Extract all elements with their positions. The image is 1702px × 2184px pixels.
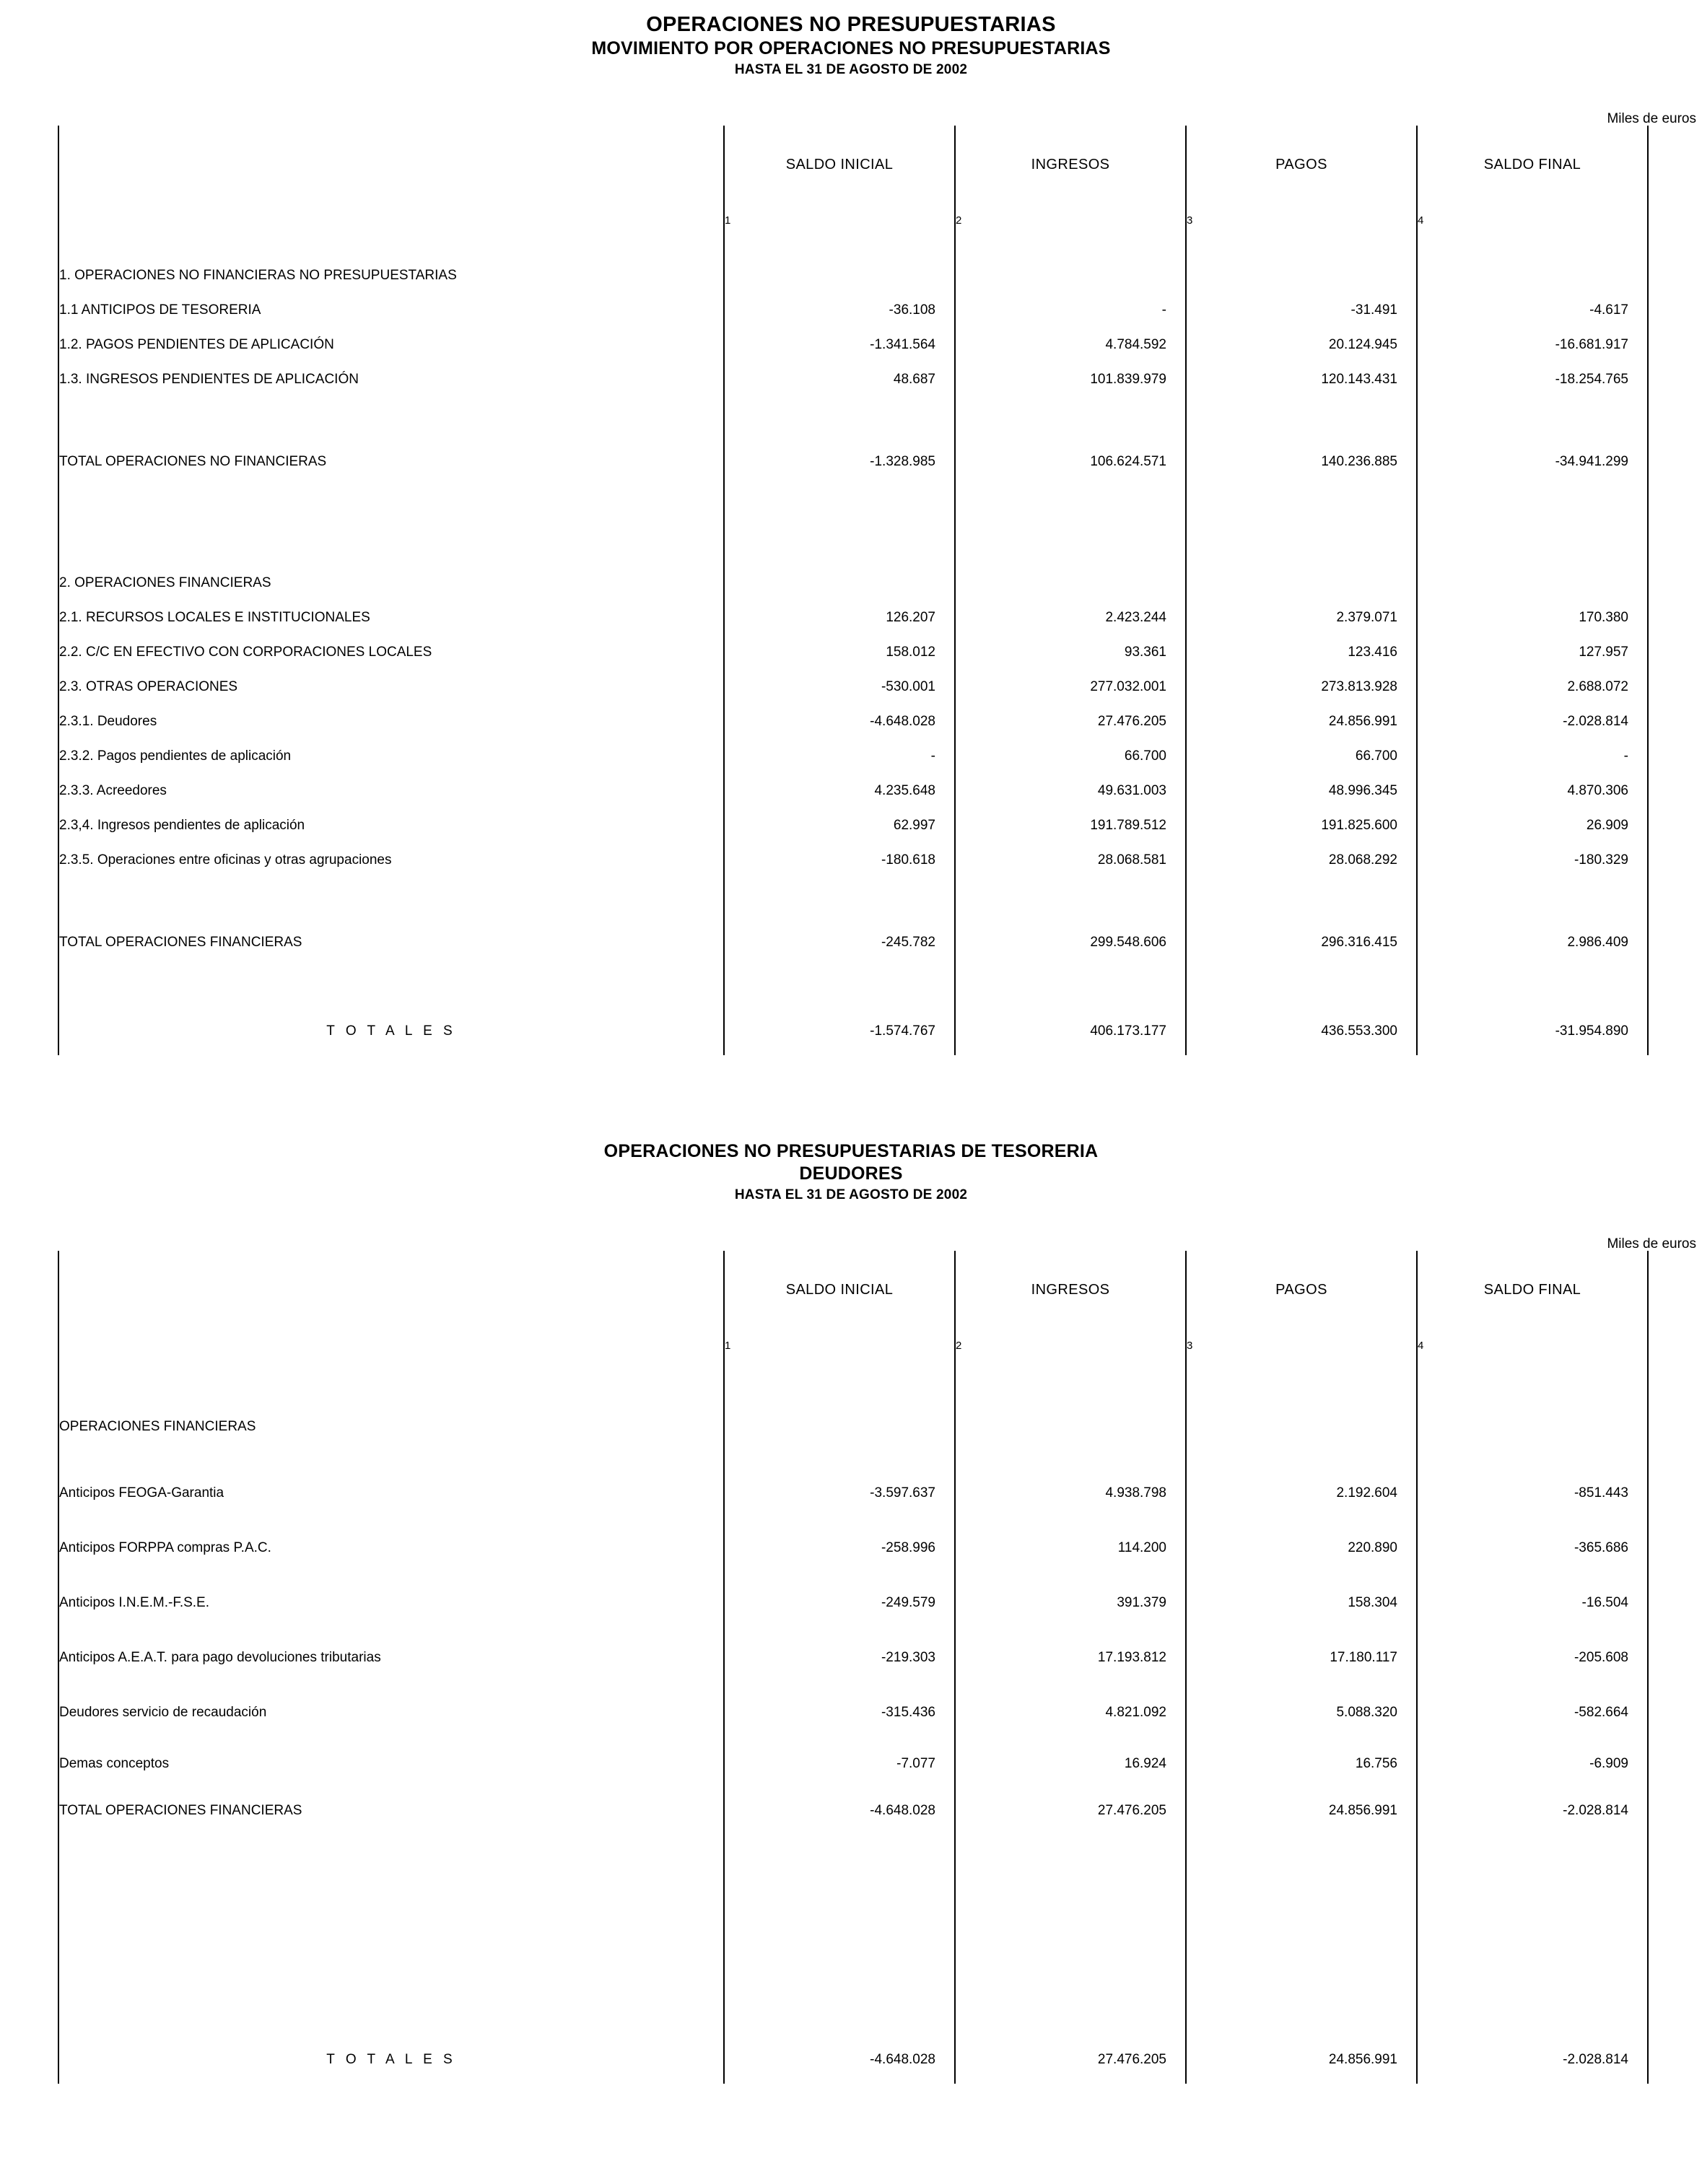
cell-saldo-inicial: -1.341.564 [724, 328, 955, 362]
table-one-wrap [0, 126, 1702, 1055]
colnum-3: 3 [1186, 204, 1417, 237]
colnum-1: 1 [724, 204, 955, 237]
cell-pagos: 120.143.431 [1186, 362, 1417, 397]
header-cell-saldo-inicial: SALDO INICIAL [724, 126, 955, 204]
cell-ingresos: 66.700 [955, 739, 1186, 774]
spacer [58, 1362, 1648, 1410]
cell-pagos: 191.825.600 [1186, 808, 1417, 843]
cell-saldo-final: 4.870.306 [1417, 774, 1648, 808]
row-label: Demas conceptos [58, 1740, 724, 1788]
table-row [58, 774, 1648, 808]
table-row [58, 739, 1648, 774]
table-row [58, 843, 1648, 878]
cell-pagos: 2.379.071 [1186, 600, 1417, 635]
cell-saldo-final: -34.941.299 [1417, 445, 1648, 479]
table-row [58, 1576, 1648, 1630]
totals-saldo-final: -31.954.890 [1417, 1008, 1648, 1055]
colnum-2: 2 [955, 1329, 1186, 1362]
table-one-column-numbers [58, 204, 1648, 237]
table-row [58, 1466, 1648, 1521]
section-two-title-block [0, 1140, 1702, 1204]
cell-ingresos: 93.361 [955, 635, 1186, 670]
cell-pagos: 17.180.117 [1186, 1630, 1417, 1685]
subtotal-row [58, 925, 1648, 960]
cell-ingresos: 191.789.512 [955, 808, 1186, 843]
cell-saldo-inicial: -530.001 [724, 670, 955, 704]
cell-saldo-inicial: 158.012 [724, 635, 955, 670]
row-label: 1.3. INGRESOS PENDIENTES DE APLICACIÓN [58, 362, 724, 397]
cell-saldo-inicial: -4.648.028 [724, 1788, 955, 1834]
cell-saldo-inicial: -245.782 [724, 925, 955, 960]
group2-heading: 2. OPERACIONES FINANCIERAS [58, 566, 724, 600]
cell-pagos: 5.088.320 [1186, 1685, 1417, 1740]
cell-pagos: 296.316.415 [1186, 925, 1417, 960]
cell-saldo-inicial: -7.077 [724, 1740, 955, 1788]
page-title: OPERACIONES NO PRESUPUESTARIAS [646, 13, 1056, 36]
totals-label: T O T A L E S [58, 2036, 724, 2084]
cell-saldo-inicial: -180.618 [724, 843, 955, 878]
section-two-subtitle: DEUDORES [799, 1163, 903, 1184]
row-label: 2.3.3. Acreedores [58, 774, 724, 808]
row-label: 1.2. PAGOS PENDIENTES DE APLICACIÓN [58, 328, 724, 362]
table-one-header-row [58, 126, 1648, 204]
totals-label: T O T A L E S [58, 1008, 724, 1055]
group-heading-row [58, 1410, 1648, 1444]
cell-saldo-inicial: -4.648.028 [724, 704, 955, 739]
table-two-wrap [0, 1251, 1702, 2084]
totals-ingresos: 27.476.205 [955, 2036, 1186, 2084]
cell-saldo-final: -2.028.814 [1417, 704, 1648, 739]
cell-ingresos: - [955, 293, 1186, 328]
spacer [58, 1834, 1648, 2036]
cell-saldo-final: -180.329 [1417, 843, 1648, 878]
cell-ingresos: 4.821.092 [955, 1685, 1186, 1740]
header-cell-blank [58, 1251, 724, 1329]
table-row [58, 293, 1648, 328]
cell-saldo-final: -2.028.814 [1417, 1788, 1648, 1834]
cell-saldo-inicial: -3.597.637 [724, 1466, 955, 1521]
cell-pagos: -31.491 [1186, 293, 1417, 328]
colnum-3: 3 [1186, 1329, 1417, 1362]
cell-saldo-inicial: -1.328.985 [724, 445, 955, 479]
spacer [58, 397, 1648, 445]
table-row [58, 704, 1648, 739]
cell-ingresos: 106.624.571 [955, 445, 1186, 479]
row-label: TOTAL OPERACIONES FINANCIERAS [58, 1788, 724, 1834]
colnum-blank [58, 204, 724, 237]
cell-ingresos: 17.193.812 [955, 1630, 1186, 1685]
cell-pagos: 273.813.928 [1186, 670, 1417, 704]
header-cell-saldo-final: SALDO FINAL [1417, 126, 1648, 204]
cell-ingresos: 299.548.606 [955, 925, 1186, 960]
row-label: 2.3. OTRAS OPERACIONES [58, 670, 724, 704]
row-label: Anticipos FEOGA-Garantia [58, 1466, 724, 1521]
totals-saldo-inicial: -1.574.767 [724, 1008, 955, 1055]
cell-saldo-final: -205.608 [1417, 1630, 1648, 1685]
cell-ingresos: 101.839.979 [955, 362, 1186, 397]
header-cell-pagos: PAGOS [1186, 1251, 1417, 1329]
row-label: Anticipos I.N.E.M.-F.S.E. [58, 1576, 724, 1630]
cell-pagos: 66.700 [1186, 739, 1417, 774]
section-one-title-block [0, 0, 1702, 79]
totals-pagos: 436.553.300 [1186, 1008, 1417, 1055]
cell-ingresos: 391.379 [955, 1576, 1186, 1630]
subtotal-row [58, 1788, 1648, 1834]
cell-ingresos: 28.068.581 [955, 843, 1186, 878]
cell-pagos: 16.756 [1186, 1740, 1417, 1788]
cell-saldo-final: 170.380 [1417, 600, 1648, 635]
units-label-one: Miles de euros [1607, 111, 1696, 127]
cell-saldo-final: 2.986.409 [1417, 925, 1648, 960]
table-row [58, 1521, 1648, 1576]
row-label: 1.1 ANTICIPOS DE TESORERIA [58, 293, 724, 328]
cell-ingresos: 27.476.205 [955, 1788, 1186, 1834]
cell-pagos: 2.192.604 [1186, 1466, 1417, 1521]
spacer [58, 878, 1648, 925]
cell-ingresos: 4.938.798 [955, 1466, 1186, 1521]
totals-pagos: 24.856.991 [1186, 2036, 1417, 2084]
cell-pagos: 123.416 [1186, 635, 1417, 670]
cell-ingresos: 114.200 [955, 1521, 1186, 1576]
cell-saldo-inicial: -249.579 [724, 1576, 955, 1630]
totals-saldo-inicial: -4.648.028 [724, 2036, 955, 2084]
row-label: 2.3.1. Deudores [58, 704, 724, 739]
table-row [58, 1740, 1648, 1788]
cell-saldo-inicial: 48.687 [724, 362, 955, 397]
page-subtitle: MOVIMIENTO POR OPERACIONES NO PRESUPUESTARIAS [591, 38, 1111, 59]
page-date-line: HASTA EL 31 DE AGOSTO DE 2002 [734, 61, 968, 77]
header-cell-saldo-final: SALDO FINAL [1417, 1251, 1648, 1329]
row-label: TOTAL OPERACIONES NO FINANCIERAS [58, 445, 724, 479]
cell-pagos: 158.304 [1186, 1576, 1417, 1630]
row-label: 2.3,4. Ingresos pendientes de aplicación [58, 808, 724, 843]
header-cell-saldo-inicial: SALDO INICIAL [724, 1251, 955, 1329]
cell-ingresos: 2.423.244 [955, 600, 1186, 635]
cell-ingresos: 49.631.003 [955, 774, 1186, 808]
cell-pagos: 220.890 [1186, 1521, 1417, 1576]
cell-ingresos: 16.924 [955, 1740, 1186, 1788]
cell-saldo-final: 127.957 [1417, 635, 1648, 670]
cell-pagos: 24.856.991 [1186, 1788, 1417, 1834]
table-two-column-numbers [58, 1329, 1648, 1362]
cell-pagos: 28.068.292 [1186, 843, 1417, 878]
header-cell-pagos: PAGOS [1186, 126, 1417, 204]
table-two-header-row [58, 1251, 1648, 1329]
table-row [58, 808, 1648, 843]
cell-saldo-inicial: -36.108 [724, 293, 955, 328]
section-two-date-line: HASTA EL 31 DE AGOSTO DE 2002 [734, 1187, 968, 1202]
cell-ingresos: 277.032.001 [955, 670, 1186, 704]
operaciones-no-presupuestarias-table [58, 126, 1649, 1055]
section-two-title: OPERACIONES NO PRESUPUESTARIAS DE TESORERIA [603, 1141, 1099, 1162]
cell-saldo-final: -18.254.765 [1417, 362, 1648, 397]
cell-saldo-final: - [1417, 739, 1648, 774]
units-label-two: Miles de euros [1607, 1236, 1696, 1252]
operaciones-tesoreria-deudores-table [58, 1251, 1649, 2084]
cell-saldo-inicial: - [724, 739, 955, 774]
cell-saldo-final: -365.686 [1417, 1521, 1648, 1576]
totals-ingresos: 406.173.177 [955, 1008, 1186, 1055]
cell-pagos: 24.856.991 [1186, 704, 1417, 739]
cell-saldo-final: -16.681.917 [1417, 328, 1648, 362]
cell-saldo-final: -582.664 [1417, 1685, 1648, 1740]
cell-saldo-inicial: 4.235.648 [724, 774, 955, 808]
row-label: 2.3.5. Operaciones entre oficinas y otras agrupaciones [58, 843, 724, 878]
cell-saldo-inicial: -219.303 [724, 1630, 955, 1685]
table-row [58, 1630, 1648, 1685]
spacer [58, 237, 1648, 258]
cell-ingresos: 4.784.592 [955, 328, 1186, 362]
subtotal-row [58, 445, 1648, 479]
totals-row [58, 2036, 1648, 2084]
header-cell-ingresos: INGRESOS [955, 126, 1186, 204]
row-label: Anticipos FORPPA compras P.A.C. [58, 1521, 724, 1576]
cell-pagos: 20.124.945 [1186, 328, 1417, 362]
row-label: TOTAL OPERACIONES FINANCIERAS [58, 925, 724, 960]
colnum-4: 4 [1417, 1329, 1648, 1362]
group-heading-row [58, 258, 1648, 293]
table-row [58, 1685, 1648, 1740]
colnum-1: 1 [724, 1329, 955, 1362]
header-cell-ingresos: INGRESOS [955, 1251, 1186, 1329]
table-row [58, 670, 1648, 704]
cell-saldo-final: 2.688.072 [1417, 670, 1648, 704]
row-label: Deudores servicio de recaudación [58, 1685, 724, 1740]
cell-saldo-final: 26.909 [1417, 808, 1648, 843]
spacer [58, 960, 1648, 1008]
header-cell-blank [58, 126, 724, 204]
cell-saldo-final: -6.909 [1417, 1740, 1648, 1788]
colnum-4: 4 [1417, 204, 1648, 237]
spacer [58, 1444, 1648, 1466]
colnum-2: 2 [955, 204, 1186, 237]
table-row [58, 362, 1648, 397]
cell-pagos: 48.996.345 [1186, 774, 1417, 808]
group1-heading: 1. OPERACIONES NO FINANCIERAS NO PRESUPUESTARIAS [58, 258, 724, 293]
group-heading: OPERACIONES FINANCIERAS [58, 1410, 724, 1444]
row-label: 2.1. RECURSOS LOCALES E INSTITUCIONALES [58, 600, 724, 635]
cell-saldo-inicial: 126.207 [724, 600, 955, 635]
totals-row [58, 1008, 1648, 1055]
cell-saldo-final: -4.617 [1417, 293, 1648, 328]
cell-saldo-inicial: 62.997 [724, 808, 955, 843]
cell-saldo-inicial: -315.436 [724, 1685, 955, 1740]
cell-saldo-final: -16.504 [1417, 1576, 1648, 1630]
totals-saldo-final: -2.028.814 [1417, 2036, 1648, 2084]
row-label: Anticipos A.E.A.T. para pago devoluciones tributarias [58, 1630, 724, 1685]
spacer [58, 479, 1648, 566]
table-row [58, 328, 1648, 362]
table-row [58, 600, 1648, 635]
row-label: 2.3.2. Pagos pendientes de aplicación [58, 739, 724, 774]
cell-saldo-final: -851.443 [1417, 1466, 1648, 1521]
cell-saldo-inicial: -258.996 [724, 1521, 955, 1576]
table-row [58, 635, 1648, 670]
cell-ingresos: 27.476.205 [955, 704, 1186, 739]
group-heading-row [58, 566, 1648, 600]
row-label: 2.2. C/C EN EFECTIVO CON CORPORACIONES LOCALES [58, 635, 724, 670]
colnum-blank [58, 1329, 724, 1362]
cell-pagos: 140.236.885 [1186, 445, 1417, 479]
